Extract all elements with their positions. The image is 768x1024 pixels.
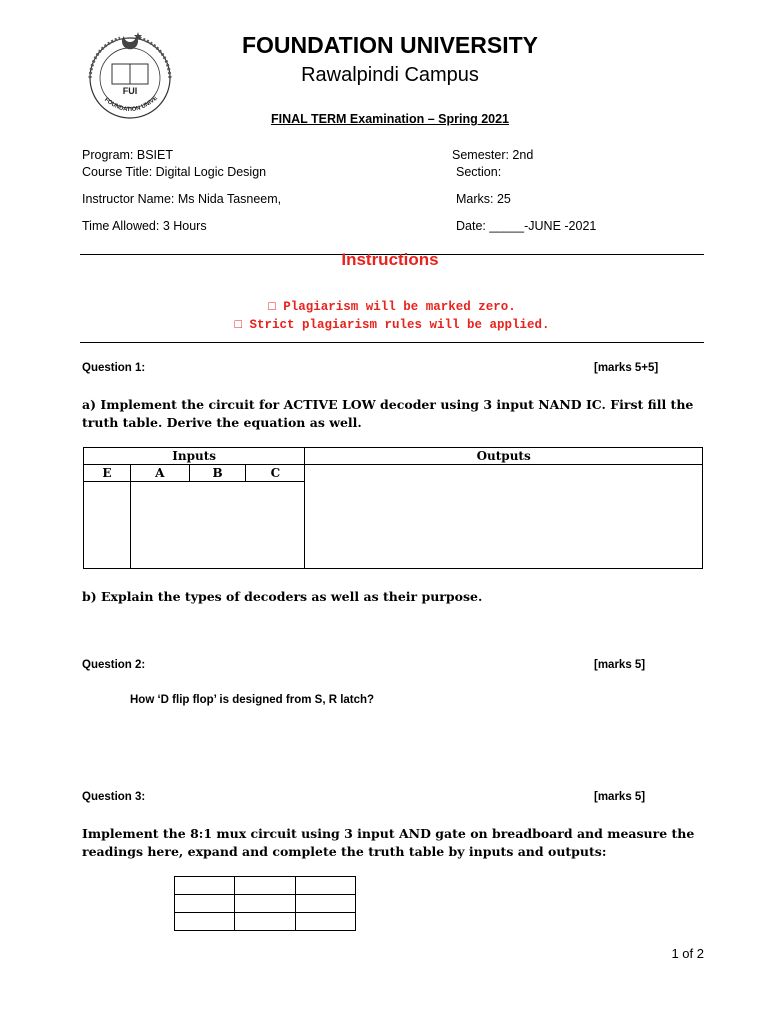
table-cell <box>175 913 235 931</box>
question-2-marks: [marks 5] <box>594 659 646 671</box>
question-1-part-a: a) Implement the circuit for ACTIVE LOW decoder using 3 input NAND IC. First fill the truth table. Derive the equation as well. <box>82 397 694 430</box>
divider-instructions <box>80 342 704 343</box>
inputs-header: Inputs <box>84 448 305 465</box>
instruction-item: □ Plagiarism will be marked zero. <box>268 300 516 314</box>
question-1-part-b: b) Explain the types of decoders as well as their purpose. <box>82 589 483 604</box>
outputs-header: Outputs <box>305 448 703 465</box>
logo-ring-text: FOUNDATION UNIVE <box>103 95 159 114</box>
table-cell <box>84 482 131 569</box>
campus-name: Rawalpindi Campus <box>301 64 479 86</box>
course-title: Course Title: Digital Logic Design <box>82 165 267 179</box>
marks-label: Marks: 25 <box>456 192 511 206</box>
column-header: C <box>246 465 305 482</box>
instructions-title: Instructions <box>341 250 439 269</box>
table-cell <box>235 877 295 895</box>
table-cell <box>175 895 235 913</box>
question-3-label: Question 3: <box>82 791 146 803</box>
column-header: A <box>130 465 189 482</box>
instructor-name: Instructor Name: Ms Nida Tasneem, <box>82 192 282 206</box>
time-allowed: Time Allowed: 3 Hours <box>82 219 207 233</box>
semester-label: Semester: 2nd <box>452 148 534 162</box>
logo-text: FUI <box>122 86 138 96</box>
date-label: Date: _____-JUNE -2021 <box>456 219 597 233</box>
question-1-label: Question 1: <box>82 362 146 374</box>
column-header: E <box>84 465 131 482</box>
question-1-marks: [marks 5+5] <box>594 362 659 374</box>
question-2-text: How ‘D flip flop’ is designed from S, R latch? <box>130 694 375 706</box>
table-cell <box>295 913 355 931</box>
exam-title: FINAL TERM Examination – Spring 2021 <box>270 112 509 126</box>
table-cell <box>235 895 295 913</box>
table-cell <box>295 895 355 913</box>
table-cell <box>295 877 355 895</box>
table-cell <box>130 482 304 569</box>
program-label: Program: BSIET <box>82 148 173 162</box>
question-3-text: Implement the 8:1 mux circuit using 3 input AND gate on breadboard and measure the readings here, expand and complete the truth table by inputs and outputs: <box>82 826 695 859</box>
question-3-marks: [marks 5] <box>594 791 646 803</box>
section-label: Section: <box>456 165 502 179</box>
page-number: 1 of 2 <box>671 946 704 961</box>
column-header: B <box>189 465 246 482</box>
decoder-truth-table <box>83 447 703 569</box>
instruction-item: □ Strict plagiarism rules will be applied. <box>234 318 550 332</box>
university-logo <box>80 28 180 128</box>
table-cell <box>235 913 295 931</box>
university-name: FOUNDATION UNIVERSITY <box>241 32 539 58</box>
mux-truth-table <box>174 876 356 931</box>
question-2-label: Question 2: <box>82 659 146 671</box>
outputs-cell <box>305 465 703 569</box>
table-cell <box>175 877 235 895</box>
